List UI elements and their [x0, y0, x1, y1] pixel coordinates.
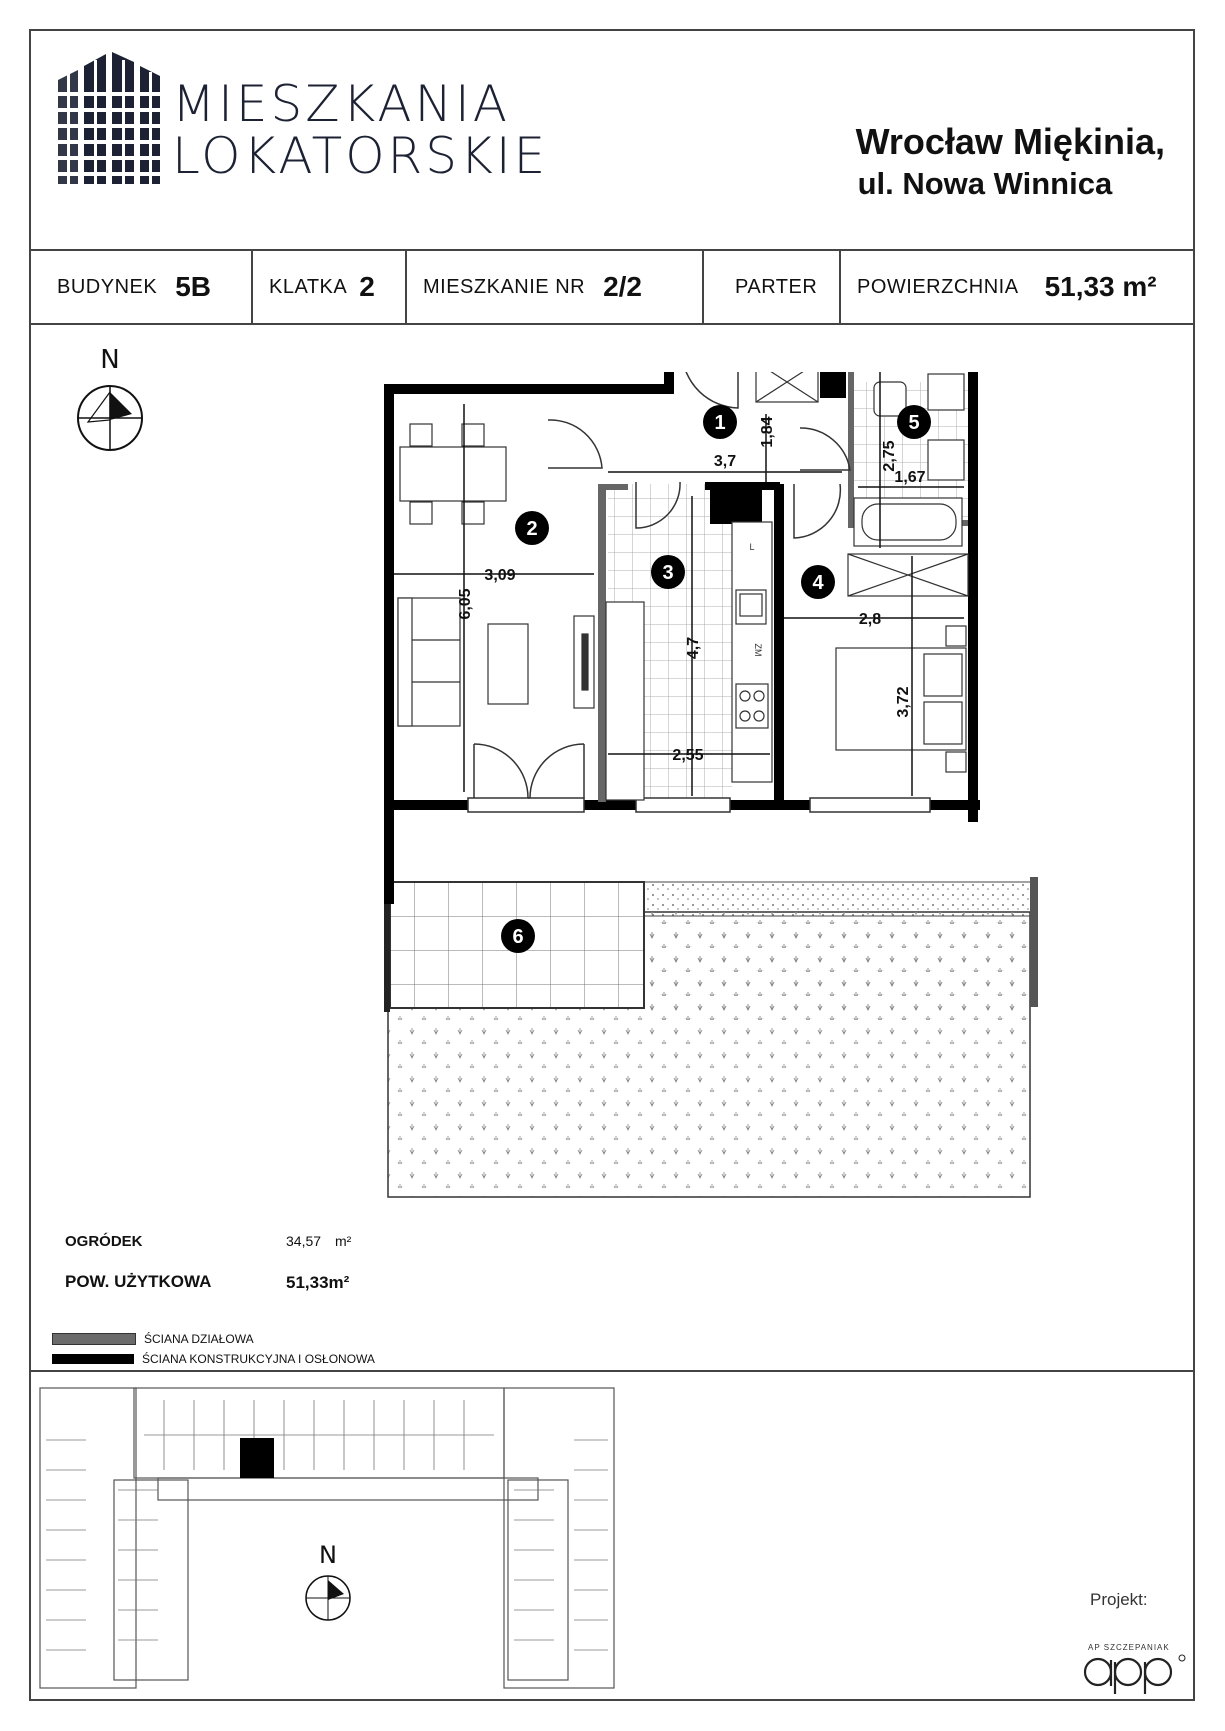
garden-strip: [650, 912, 1030, 1022]
apartment-value: 2/2: [603, 271, 643, 302]
stairwell-label: KLATKA: [269, 275, 348, 298]
key-plan: [34, 1380, 634, 1690]
apartment-highlight: [240, 1438, 274, 1478]
dim-605: 6,05: [457, 588, 474, 620]
floor-cell: [735, 251, 817, 323]
svg-text:2: 2: [526, 518, 538, 540]
divider: [251, 251, 253, 323]
divider: [702, 251, 704, 323]
area-label: POWIERZCHNIA: [857, 275, 1019, 298]
address-city: Wrocław Miękinia,: [855, 121, 1165, 162]
brand-line-2: LOKATORSKIE: [172, 127, 549, 185]
info-bar: [29, 249, 1195, 325]
svg-text:3: 3: [662, 562, 674, 584]
room-badge-5: [897, 405, 931, 439]
stairwell-cell: [269, 251, 375, 323]
room-badge-6: [501, 919, 535, 953]
room-badge-4: [801, 565, 835, 599]
dim-167: 1,67: [894, 469, 926, 486]
l-label: L: [749, 542, 755, 552]
svg-text:4: 4: [812, 572, 824, 594]
svg-text:1: 1: [714, 412, 726, 434]
divider: [839, 251, 841, 323]
garden-value-number: 34,57: [286, 1233, 322, 1249]
building-logo-icon: [58, 52, 162, 184]
legend-structural-label: ŚCIANA KONSTRUKCYJNA I OSŁONOWA: [142, 1352, 375, 1366]
dim-275: 2,75: [881, 440, 898, 472]
apartment-label: MIESZKANIE NR: [423, 275, 586, 298]
legend-partition: [52, 1332, 254, 1346]
stairwell-value: 2: [359, 271, 375, 302]
dim-255: 2,55: [672, 747, 704, 764]
dim-37: 3,7: [713, 453, 737, 470]
garden-value-unit: m²: [334, 1233, 352, 1249]
gravel-strip: [642, 882, 1037, 916]
garden-label: OGRÓDEK: [65, 1233, 143, 1250]
dim-184: 1,84: [759, 416, 776, 448]
dim-28: 2,8: [858, 611, 882, 628]
floor-label: PARTER: [735, 275, 818, 298]
keyplan-compass-icon: [306, 1576, 350, 1620]
north-compass-icon: [72, 344, 148, 454]
firm-name: AP SZCZEPANIAK: [1088, 1643, 1170, 1652]
legend-partition-label: ŚCIANA DZIAŁOWA: [144, 1332, 254, 1346]
brand-line-1: MIESZKANIA: [172, 75, 510, 133]
legend-structural: [52, 1352, 375, 1366]
zm-label: ZM: [753, 643, 763, 657]
divider: [405, 251, 407, 323]
area-value: 51,33 m²: [1044, 271, 1157, 302]
garden-value: [286, 1233, 351, 1249]
address-block: [856, 120, 1165, 204]
compass-n-label: N: [100, 345, 120, 375]
section-divider: [29, 1370, 1195, 1372]
dim-47: 4,7: [685, 636, 702, 660]
windows: [468, 798, 930, 812]
room-badge-2: [515, 511, 549, 545]
brand-wordmark: [172, 75, 549, 185]
projekt-label: Projekt:: [1090, 1590, 1148, 1609]
svg-text:5: 5: [908, 412, 920, 434]
room-badge-1: [703, 405, 737, 439]
dim-372: 3,72: [895, 686, 912, 718]
area-cell: [857, 251, 1157, 323]
app-logo-icon: [1082, 1652, 1192, 1696]
apartment-cell: [423, 251, 642, 323]
floor-plan: [380, 372, 1100, 1202]
usable-area-label: POW. UŻYTKOWA: [65, 1272, 212, 1291]
usable-area-value: 51,33m²: [286, 1273, 350, 1292]
building-cell: [57, 251, 211, 323]
building-value: 5B: [175, 271, 211, 302]
room-badge-3: [651, 555, 685, 589]
svg-text:6: 6: [512, 926, 524, 948]
dim-309: 3,09: [484, 567, 516, 584]
keyplan-n-label: N: [319, 1541, 337, 1569]
structural-swatch: [52, 1354, 134, 1364]
building-label: BUDYNEK: [57, 275, 158, 298]
partition-swatch: [52, 1333, 136, 1345]
address-street: ul. Nowa Winnica: [857, 166, 1113, 201]
